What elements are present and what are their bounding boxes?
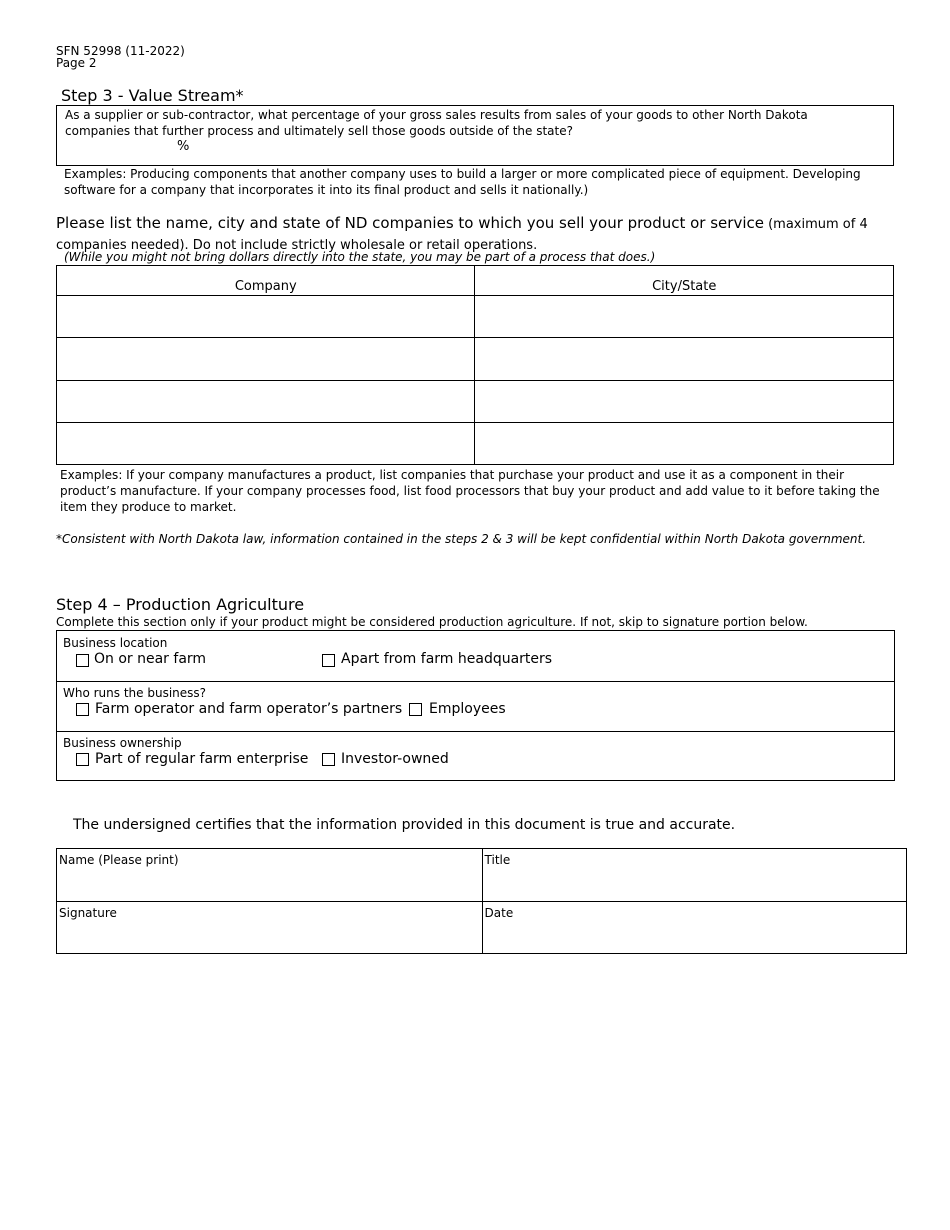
who-runs-label: Who runs the business? bbox=[63, 686, 207, 700]
signature-table bbox=[56, 848, 907, 954]
name-label: Name (Please print) bbox=[59, 853, 179, 867]
regular-farm-checkbox[interactable] bbox=[76, 753, 89, 766]
title-label: Title bbox=[484, 853, 511, 867]
employees-checkbox[interactable] bbox=[409, 703, 422, 716]
farm-operator-label: Farm operator and farm operator’s partners bbox=[95, 701, 403, 717]
company-input-3[interactable] bbox=[57, 382, 474, 422]
apart-from-farm-checkbox[interactable] bbox=[322, 654, 335, 667]
date-cell[interactable] bbox=[482, 902, 906, 954]
column-header-city-state: City/State bbox=[475, 266, 894, 296]
table-row bbox=[57, 423, 894, 465]
table-row bbox=[57, 338, 894, 381]
divider bbox=[57, 681, 894, 682]
percent-symbol: % bbox=[177, 139, 190, 154]
companies-examples: Examples: If your company manufactures a product, list companies that purchase your product and use it as a component in their product’s manufacture. If your company processes food, list food processors that buy your product and add value to it before taking the item they produce to market. bbox=[60, 468, 880, 514]
step4-title: Step 4 – Production Agriculture bbox=[56, 595, 305, 614]
certification-statement: The undersigned certifies that the information provided in this document is true and accurate. bbox=[73, 817, 736, 833]
companies-intro bbox=[56, 213, 896, 255]
city-state-input-4[interactable] bbox=[475, 424, 893, 464]
divider bbox=[57, 731, 894, 732]
step4-options-box bbox=[56, 630, 895, 781]
company-input-4[interactable] bbox=[57, 424, 474, 464]
step3-title: Step 3 - Value Stream* bbox=[61, 86, 244, 105]
table-row bbox=[57, 381, 894, 423]
signature-label: Signature bbox=[59, 906, 117, 920]
on-near-farm-label: On or near farm bbox=[94, 651, 207, 667]
companies-intro-small: (maximum of 4 companies needed). Do not include strictly wholesale or retail operations. bbox=[56, 217, 868, 253]
apart-from-farm-label: Apart from farm headquarters bbox=[341, 651, 553, 667]
company-input-2[interactable] bbox=[57, 339, 474, 380]
companies-intro-main: Please list the name, city and state of ND companies to which you sell your product or service bbox=[56, 214, 764, 232]
step3-question-box bbox=[56, 105, 894, 166]
signature-cell[interactable] bbox=[57, 902, 483, 954]
employees-label: Employees bbox=[429, 701, 506, 717]
regular-farm-label: Part of regular farm enterprise bbox=[95, 751, 309, 767]
page-number: Page 2 bbox=[56, 56, 97, 70]
city-state-input-1[interactable] bbox=[475, 297, 893, 337]
city-state-input-2[interactable] bbox=[475, 339, 893, 380]
step4-instructions: Complete this section only if your product might be considered production agriculture. If not, skip to signature portion below. bbox=[56, 615, 808, 629]
name-cell[interactable] bbox=[57, 849, 483, 902]
date-label: Date bbox=[484, 906, 514, 920]
table-row bbox=[57, 296, 894, 338]
investor-owned-label: Investor-owned bbox=[341, 751, 449, 767]
confidential-note: *Consistent with North Dakota law, information contained in the steps 2 & 3 will be kept confidential within North Dakota government. bbox=[56, 532, 867, 546]
form-number: SFN 52998 (11-2022) bbox=[56, 44, 185, 58]
investor-owned-checkbox[interactable] bbox=[322, 753, 335, 766]
companies-table bbox=[56, 265, 894, 465]
step3-question: As a supplier or sub-contractor, what percentage of your gross sales results from sales of your goods to other North Dakota companies that further process and ultimately sell those goods outside of the state? bbox=[65, 108, 808, 138]
business-location-label: Business location bbox=[63, 636, 168, 650]
farm-operator-checkbox[interactable] bbox=[76, 703, 89, 716]
company-input-1[interactable] bbox=[57, 297, 474, 337]
title-cell[interactable] bbox=[482, 849, 906, 902]
step3-examples: Examples: Producing components that another company uses to build a larger or more complicated piece of equipment. Developing software for a company that incorporates it into its final product and sells it nationally.) bbox=[64, 167, 861, 197]
on-near-farm-checkbox[interactable] bbox=[76, 654, 89, 667]
percent-input[interactable] bbox=[67, 138, 177, 156]
business-ownership-label: Business ownership bbox=[63, 736, 182, 750]
column-header-company: Company bbox=[57, 266, 475, 296]
city-state-input-3[interactable] bbox=[475, 382, 893, 422]
companies-note: (While you might not bring dollars directly into the state, you may be part of a process that does.) bbox=[64, 250, 656, 264]
